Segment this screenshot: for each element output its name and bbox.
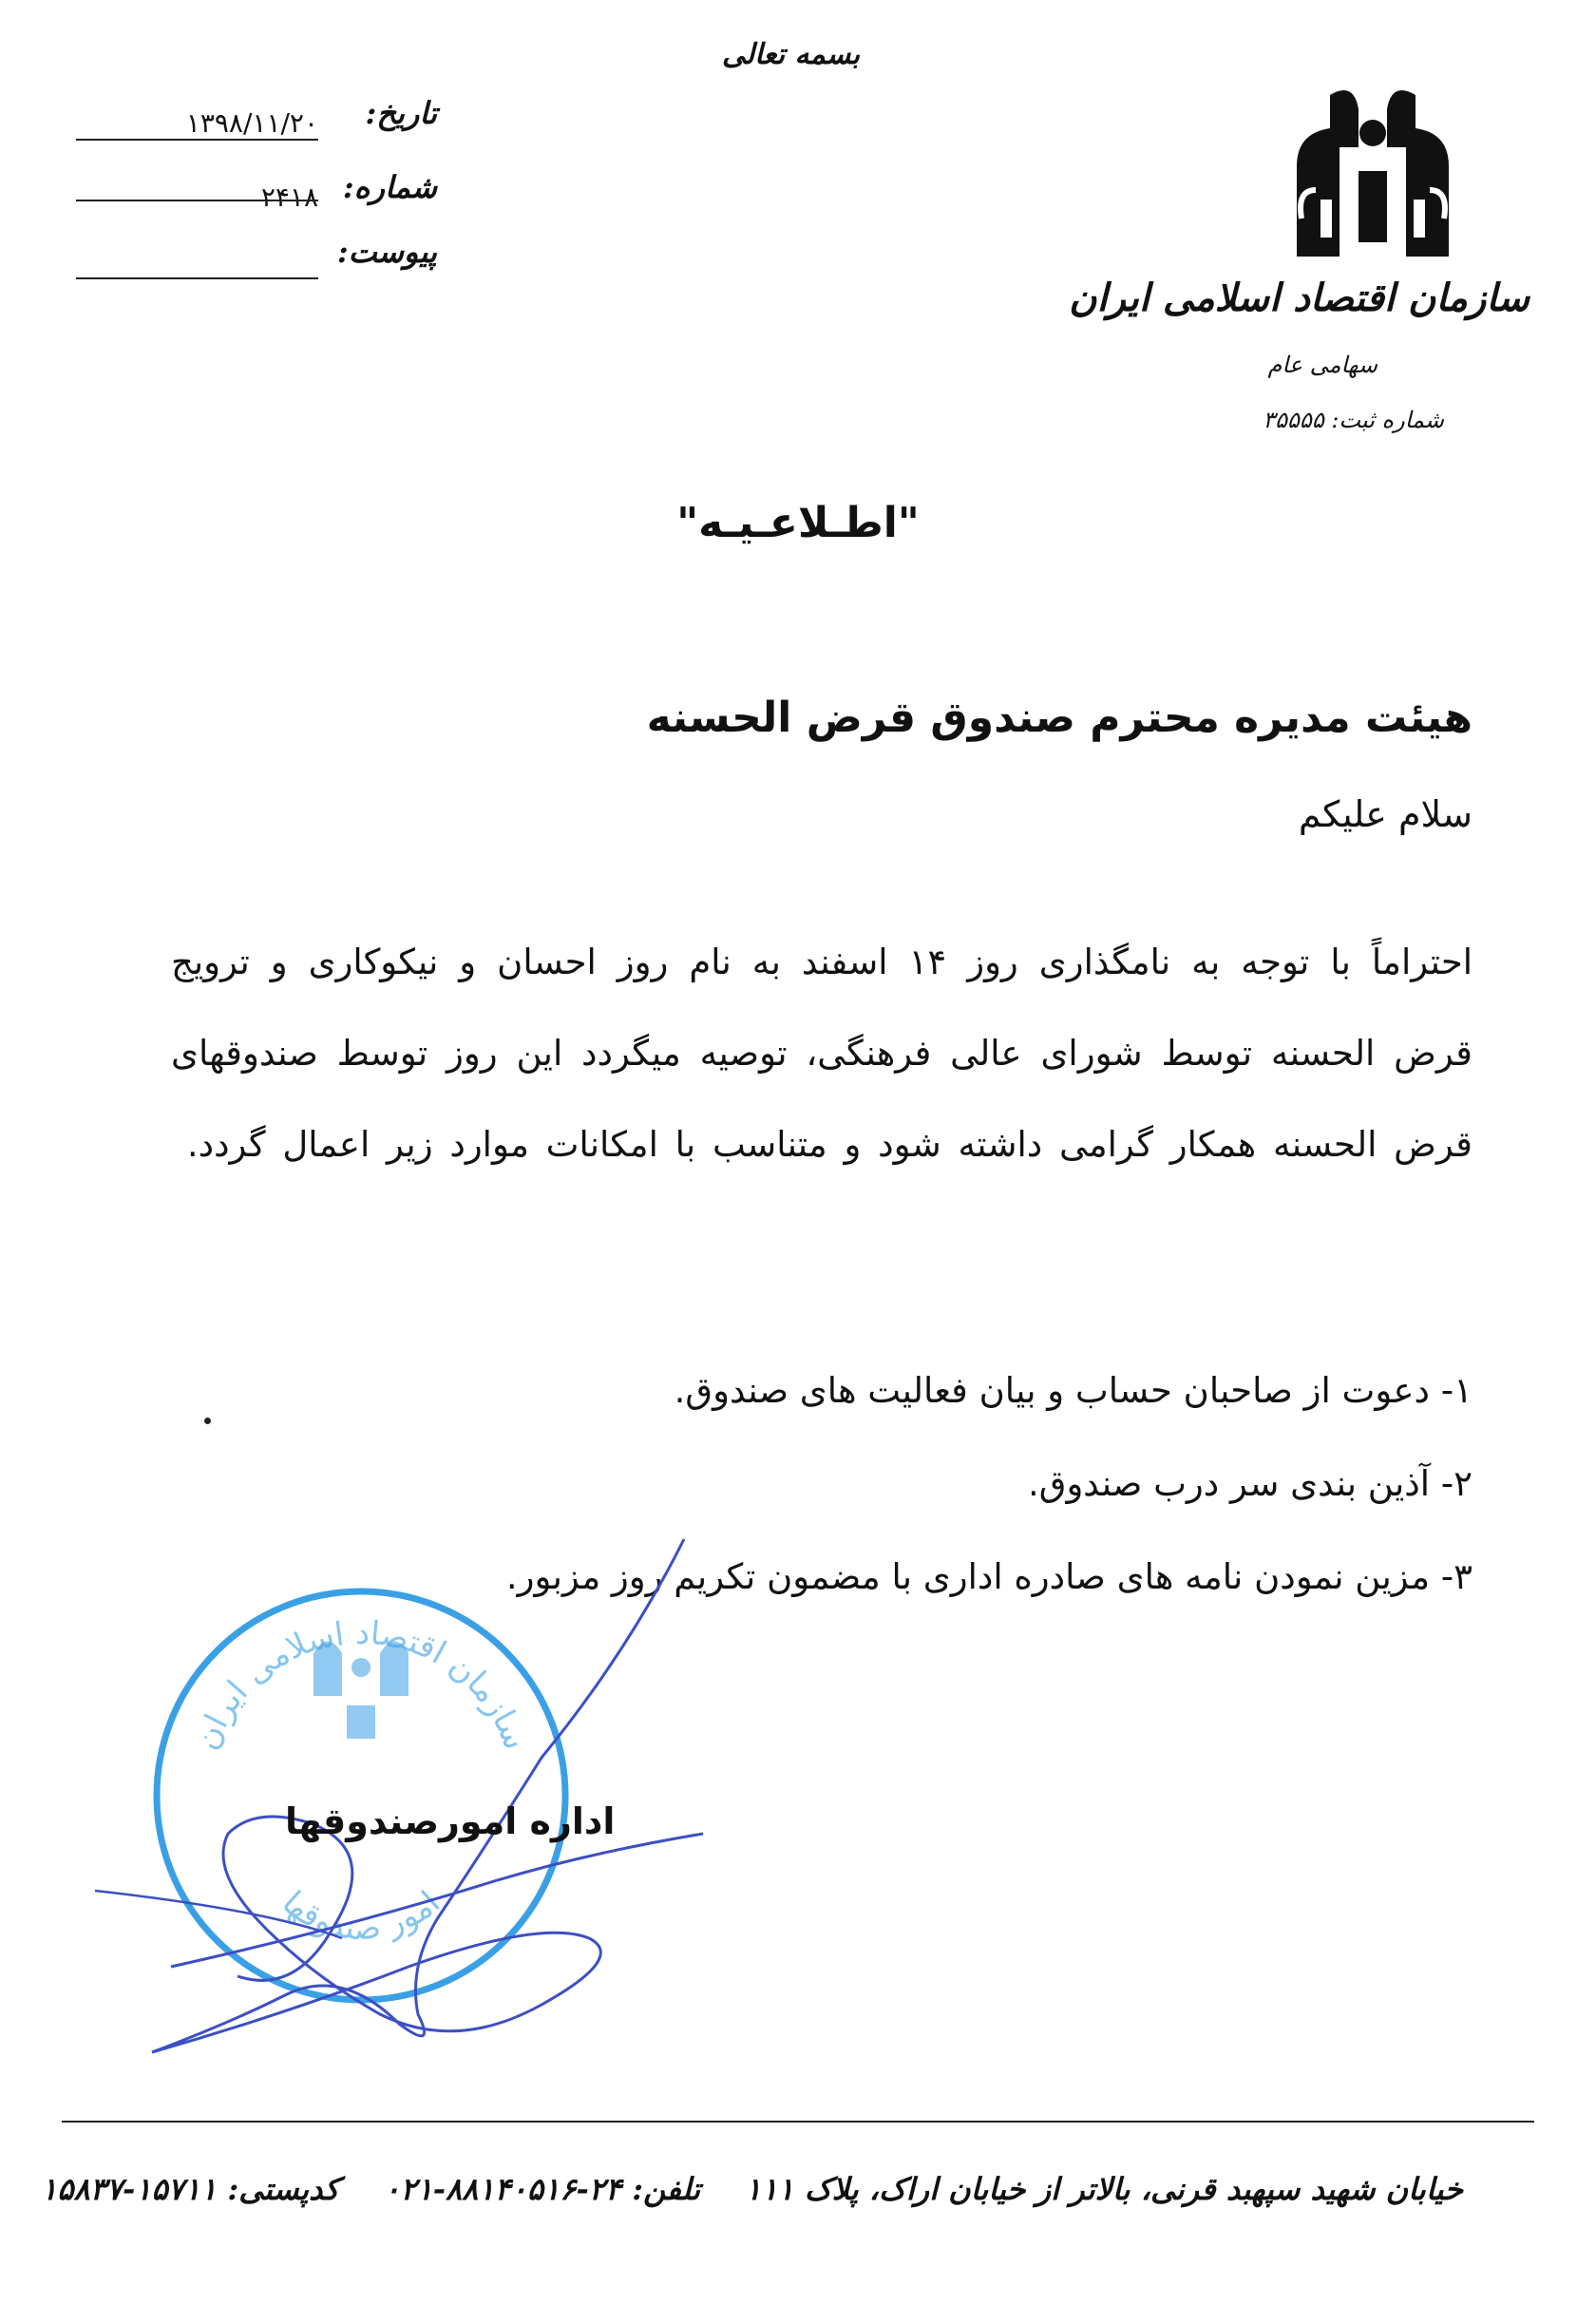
addressee: هیئت مدیره محترم صندوق قرض الحسنه	[646, 694, 1472, 742]
number-field	[76, 169, 437, 222]
stamp-text-outer: سازمان اقتصاد اسلامی ایران	[187, 1613, 535, 1756]
body-paragraph: احتراماً با توجه به نامگذاری روز ۱۴ اسفند به نام روز احسان و نیکوکاری و ترویج قرض الحسنه توسط شورای عالی فرهنگی، توصیه میگردد این روز توسط صندوقهای قرض الحسنه همکار گرامی داشته شود و متناسب با امکانات موارد زیر اعمال گردد.	[171, 942, 1472, 1165]
attachment-label: پیوست:	[336, 234, 437, 270]
attachment-field	[76, 234, 437, 287]
attachment-underline	[76, 277, 318, 279]
number-value: ۲۴۱۸	[260, 181, 318, 213]
greeting: سلام علیکم	[1298, 793, 1472, 835]
footer-contact	[7, 2171, 1463, 2207]
number-strikeline	[76, 200, 318, 201]
organization-name: سازمان اقتصاد اسلامی ایران	[1069, 276, 1530, 320]
date-field	[76, 95, 437, 148]
list-item: ۲- آذین بندی سر درب صندوق.	[1027, 1463, 1472, 1504]
date-value: ۱۳۹۸/۱۱/۲۰	[185, 107, 318, 139]
registration-number: شماره ثبت: ۳۵۵۵۵	[1263, 407, 1444, 433]
number-label: شماره:	[342, 169, 437, 205]
notice-title: "اطـلاعـیـه"	[676, 499, 920, 547]
stray-dot	[204, 1418, 211, 1424]
organization-type: سهامی عام	[1267, 352, 1378, 378]
invocation: بسمه تعالی	[722, 38, 861, 71]
organization-logo-icon	[1278, 76, 1468, 266]
stamp-text-inner: امور صندوقها	[275, 1883, 448, 1949]
footer-divider	[62, 2121, 1534, 2123]
signing-department: اداره امورصندوقها	[285, 1800, 616, 1842]
footer-phone: تلفن: ۲۴-۸۸۱۴۰۵۱۶-۰۲۱	[384, 2171, 701, 2207]
list-item: ۳- مزین نمودن نامه های صادره اداری با مضمون تکریم روز مزبور.	[505, 1556, 1472, 1597]
footer-address: خیابان شهید سپهبد قرنی، بالاتر از خیابان اراک، پلاک ۱۱۱	[745, 2171, 1463, 2207]
list-item: ۱- دعوت از صاحبان حساب و بیان فعالیت های صندوق.	[674, 1370, 1472, 1411]
date-underline	[76, 139, 318, 141]
footer-postal-code: کدپستی: ۱۵۷۱۱-۱۵۸۳۷	[41, 2171, 339, 2207]
date-label: تاریخ:	[365, 95, 437, 131]
